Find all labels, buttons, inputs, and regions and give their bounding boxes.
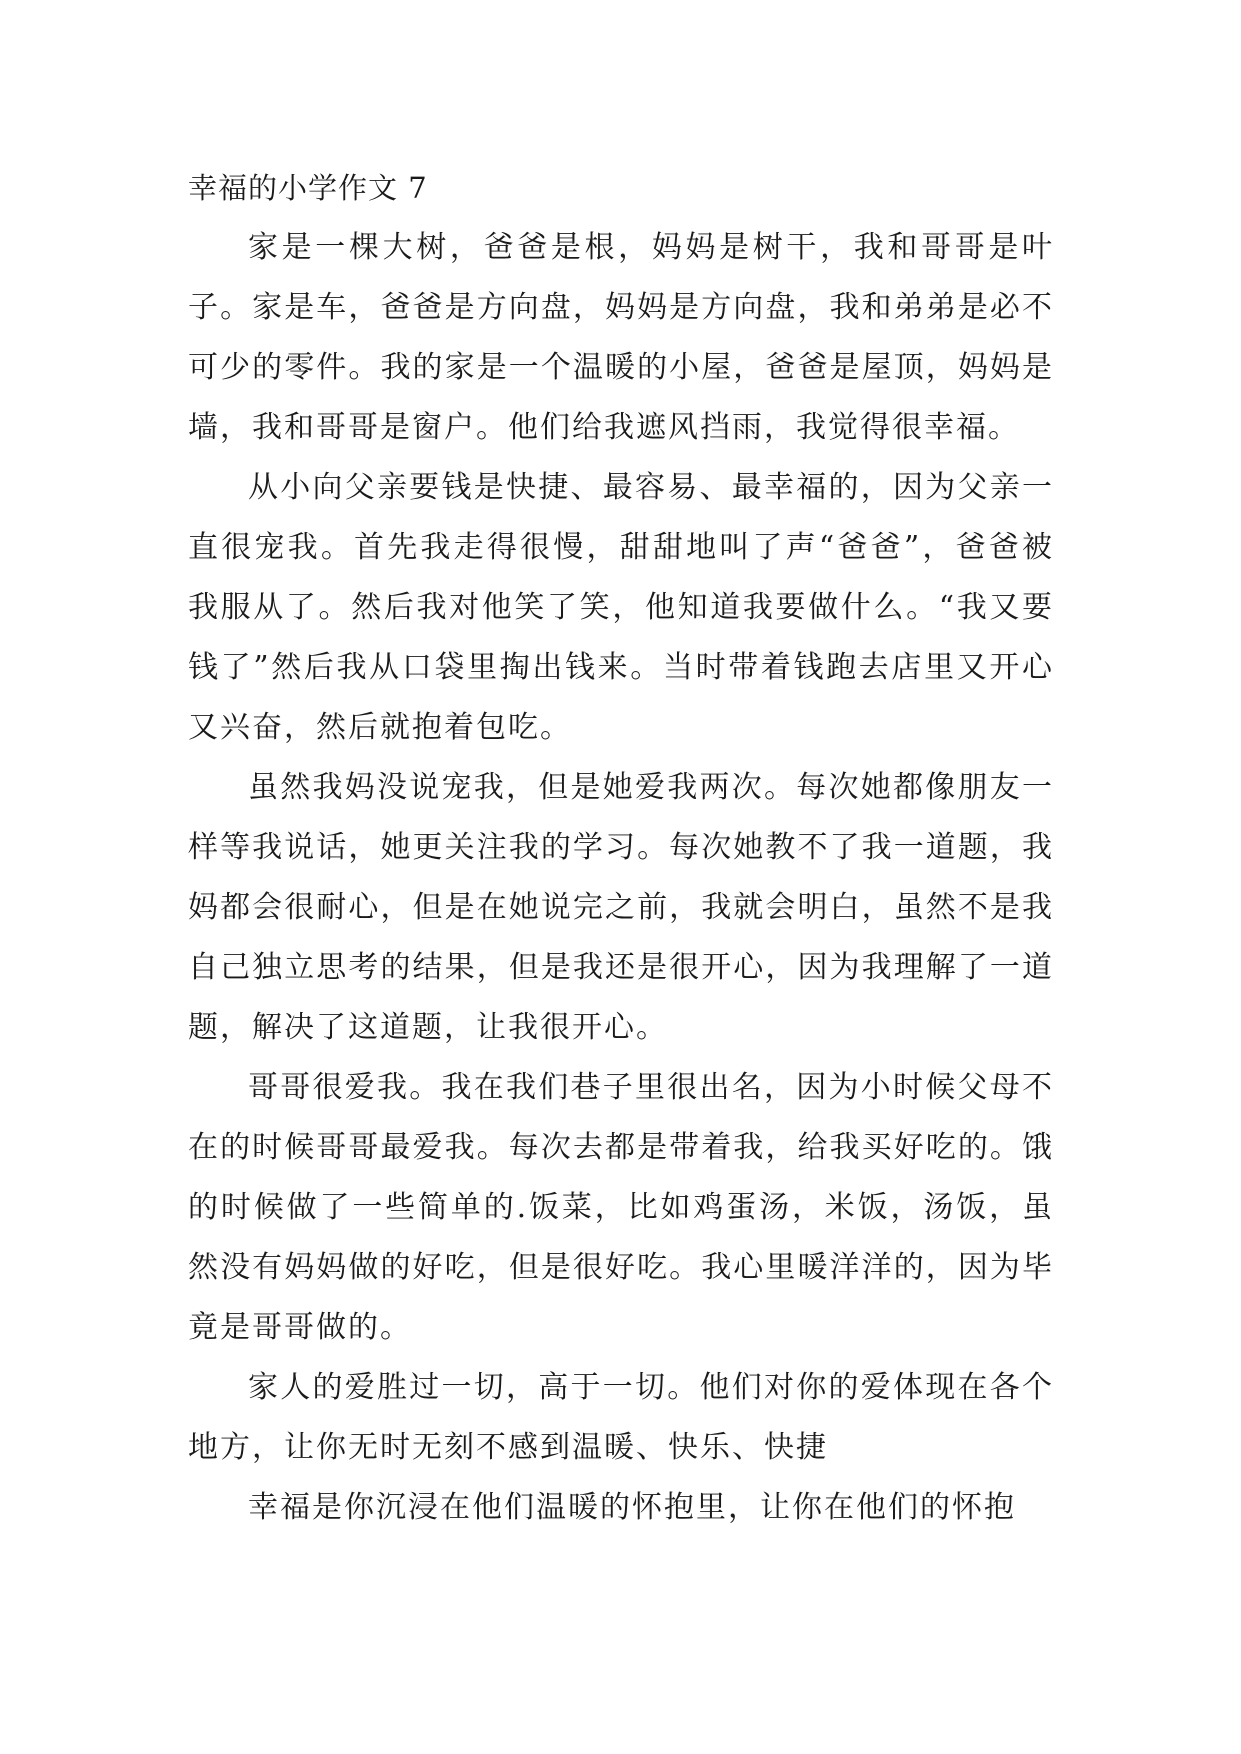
paragraph-6: 幸福是你沉浸在他们温暖的怀抱里，让你在他们的怀抱 xyxy=(248,1490,1016,1525)
paragraph-5: 家人的爱胜过一切，高于一切。他们对你的爱体现在各个地方，让你无时无刻不感到温暖、快乐、快捷 xyxy=(188,1370,1054,1465)
paragraph-1: 家是一棵大树，爸爸是根，妈妈是树干，我和哥哥是叶子。家是车，爸爸是方向盘，妈妈是方向盘，我和弟弟是必不可少的零件。我的家是一个温暖的小屋，爸爸是屋顶，妈妈是墙，我和哥哥是窗户。他们给我遮风挡雨，我觉得很幸福。 xyxy=(188,230,1054,445)
document-title: 幸福的小学作文 7 xyxy=(188,171,428,205)
paragraph-2: 从小向父亲要钱是快捷、最容易、最幸福的，因为父亲一直很宠我。首先我走得很慢，甜甜地叫了声“爸爸”，爸爸被我服从了。然后我对他笑了笑，他知道我要做什么。“我又要钱了”然后我从口袋里掏出钱来。当时带着钱跑去店里又开心又兴奋，然后就抱着包吃。 xyxy=(188,470,1054,745)
paragraph-4: 哥哥很爱我。我在我们巷子里很出名，因为小时候父母不在的时候哥哥最爱我。每次去都是带着我，给我买好吃的。饿的时候做了一些简单的.饭菜，比如鸡蛋汤，米饭，汤饭，虽然没有妈妈做的好吃，但是很好吃。我心里暖洋洋的，因为毕竟是哥哥做的。 xyxy=(188,1070,1054,1345)
paragraph-3: 虽然我妈没说宠我，但是她爱我两次。每次她都像朋友一样等我说话，她更关注我的学习。每次她教不了我一道题，我妈都会很耐心，但是在她说完之前，我就会明白，虽然不是我自己独立思考的结果，但是我还是很开心，因为我理解了一道题，解决了这道题，让我很开心。 xyxy=(188,770,1054,1045)
document-body xyxy=(188,158,1054,1538)
